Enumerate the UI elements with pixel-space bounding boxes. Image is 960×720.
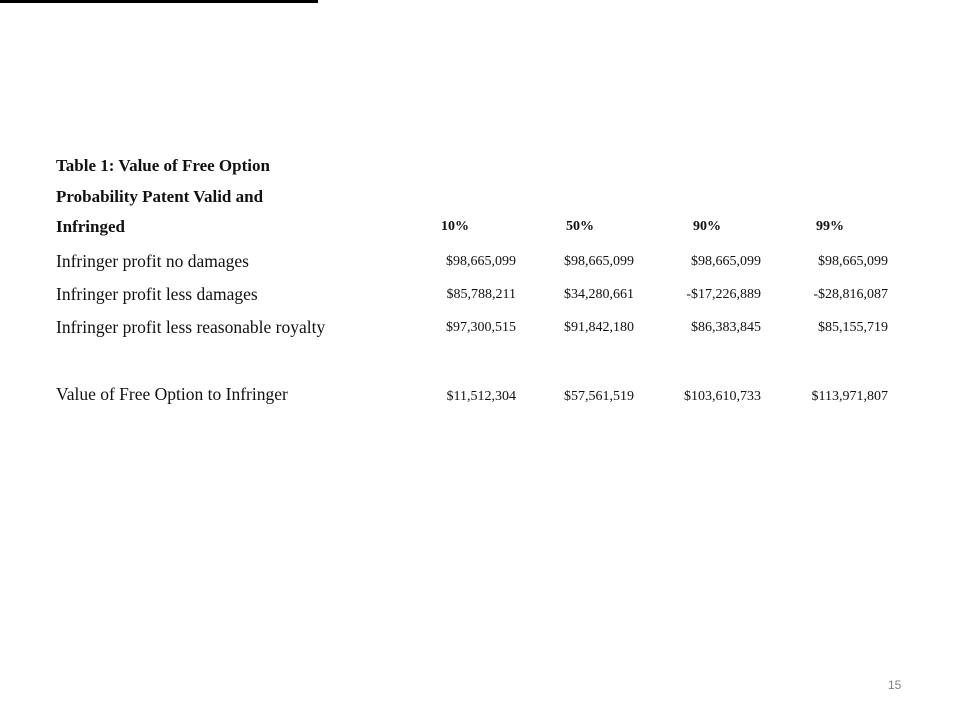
column-header-10: 10% (441, 219, 469, 234)
top-rule (0, 0, 318, 3)
table-cell: $86,383,845 (691, 320, 761, 335)
row-label: Infringer profit less reasonable royalty (56, 317, 326, 337)
table-cell: $98,665,099 (446, 254, 516, 269)
table-cell: $91,842,180 (564, 320, 634, 335)
table-cell: $103,610,733 (684, 389, 761, 404)
table-cell: $57,561,519 (564, 389, 634, 404)
table-cell: $98,665,099 (818, 254, 888, 269)
column-header-99: 99% (816, 219, 844, 234)
row-label: Infringer profit no damages (56, 251, 249, 271)
table-cell: $85,155,719 (818, 320, 888, 335)
table-cell: -$28,816,087 (813, 287, 888, 302)
table-cell: $98,665,099 (564, 254, 634, 269)
page-number: 15 (888, 678, 902, 692)
table-title-line-2: Probability Patent Valid and (56, 187, 264, 206)
table-cell: $98,665,099 (691, 254, 761, 269)
table-cell: $97,300,515 (446, 320, 516, 335)
column-header-90: 90% (693, 219, 721, 234)
row-label: Infringer profit less damages (56, 284, 258, 304)
table-cell: $113,971,807 (811, 389, 888, 404)
table-cell: -$17,226,889 (686, 287, 761, 302)
table-cell: $34,280,661 (564, 287, 634, 302)
column-header-50: 50% (566, 219, 594, 234)
table-cell: $85,788,211 (446, 287, 516, 302)
row-label: Value of Free Option to Infringer (56, 384, 288, 404)
table-title-line-3: Infringed (56, 217, 125, 236)
table-cell: $11,512,304 (446, 389, 516, 404)
table-title-line-1: Table 1: Value of Free Option (56, 156, 270, 175)
